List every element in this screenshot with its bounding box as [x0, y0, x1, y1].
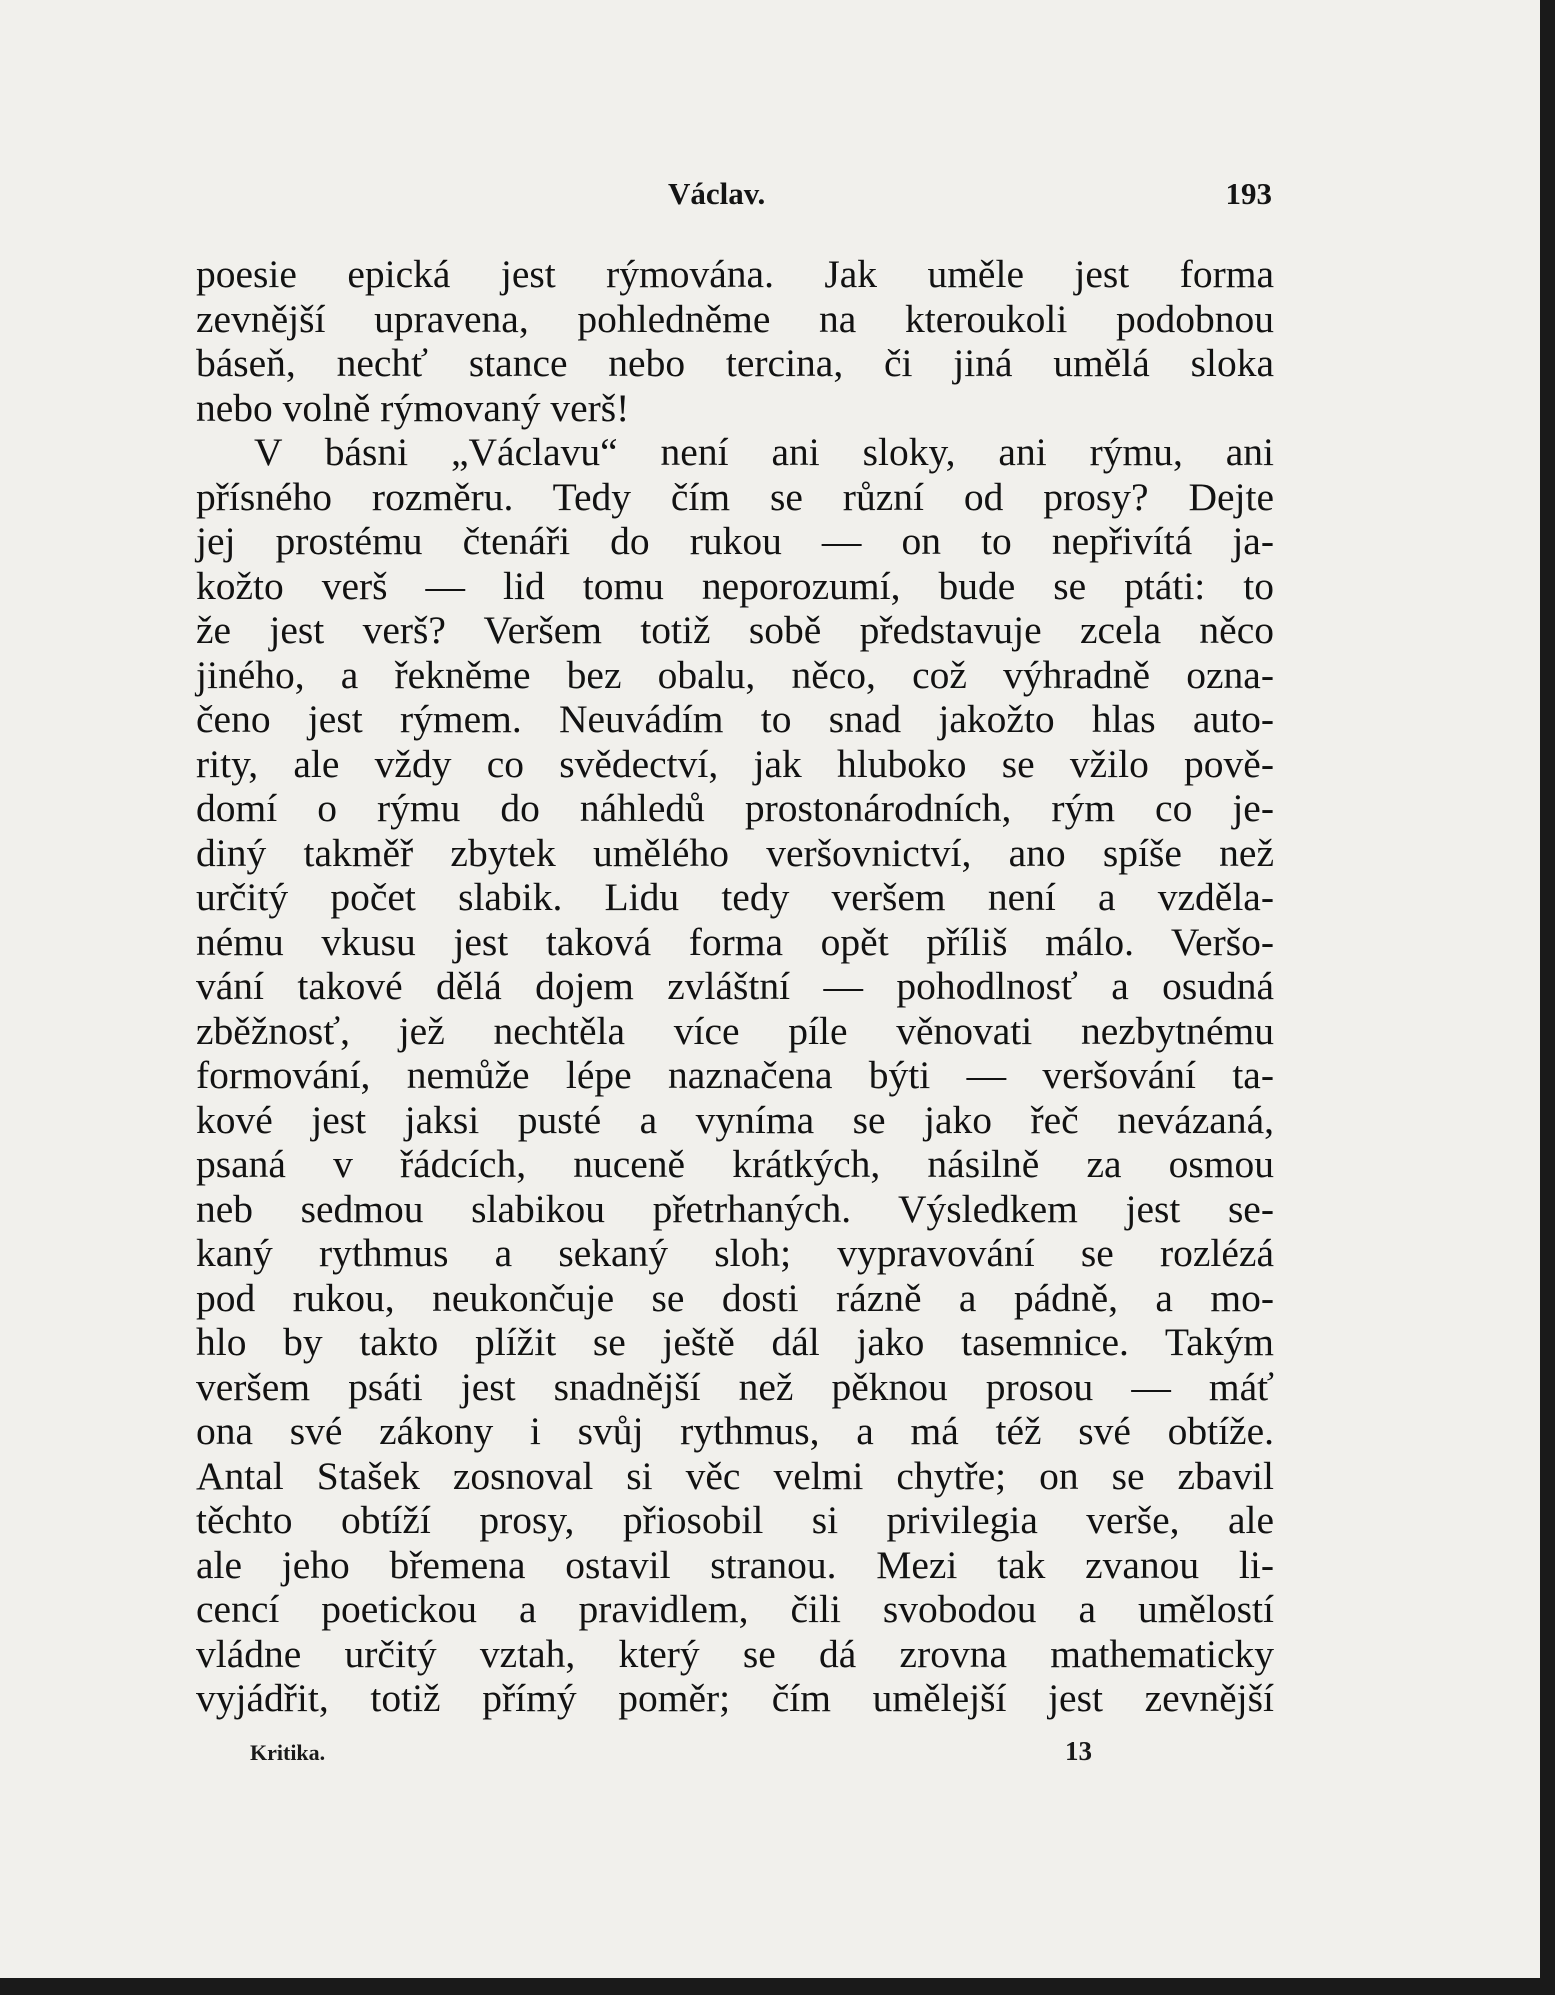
scan-edge-right	[1540, 0, 1555, 1995]
text-line: kaný rythmus a sekaný sloh; vypravování se rozlézá	[196, 1231, 1274, 1275]
text-line: pod rukou, neukončuje se dosti rázně a pádně, a mo-	[196, 1275, 1274, 1320]
text-line: jiného, a řekněme bez obalu, něco, což výhradně ozna-	[196, 652, 1274, 697]
body-text	[196, 252, 1274, 1721]
text-line: V básni „Václavu“ není ani sloky, ani rýmu, ani	[254, 430, 1274, 474]
text-line: domí o rýmu do náhledů prostonárodních, rým co je-	[196, 786, 1274, 830]
text-line: vání takové dělá dojem zvláštní — pohodlnosť a osudná	[196, 964, 1274, 1008]
text-line: psaná v řádcích, nuceně krátkých, násilně za osmou	[196, 1142, 1274, 1186]
text-line: nému vkusu jest taková forma opět příliš málo. Veršo-	[196, 919, 1274, 964]
text-line: ale jeho břemena ostavil stranou. Mezi tak zvanou li-	[196, 1542, 1274, 1587]
text-line: vládne určitý vztah, který se dá zrovna mathematicky	[196, 1631, 1274, 1676]
text-line: jej prostému čtenáři do rukou — on to nepřivítá ja-	[196, 519, 1274, 563]
text-line: rity, ale vždy co svědectví, jak hluboko se vžilo pově-	[196, 741, 1274, 786]
text-line: diný takměř zbytek umělého veršovnictví, ano spíše než	[196, 830, 1274, 875]
text-line: neb sedmou slabikou přetrhaných. Výsledkem jest se-	[196, 1186, 1274, 1231]
text-line: zevnější upravena, pohledněme na kteroukoli podobnou	[196, 296, 1274, 341]
scan-edge-bottom	[0, 1978, 1555, 1995]
text-line: Antal Stašek zosnoval si věc velmi chytře; on se zbavil	[196, 1453, 1274, 1498]
page-number: 193	[1225, 176, 1272, 211]
text-line: hlo by takto plížit se ještě dál jako tasemnice. Takým	[196, 1320, 1274, 1364]
text-line: zběžnosť, jež nechtěla více píle věnovati nezbytnému	[196, 1008, 1274, 1053]
text-line: vyjádřit, totiž přímý poměr; čím umělejší jest zevnější	[196, 1676, 1274, 1720]
sheet-number: 13	[1065, 1736, 1092, 1766]
text-line: přísného rozměru. Tedy čím se různí od prosy? Dejte	[196, 474, 1274, 519]
text-line: že jest verš? Veršem totiž sobě představuje zcela něco	[196, 608, 1274, 652]
text-line: čeno jest rýmem. Neuvádím to snad jakožto hlas auto-	[196, 697, 1274, 741]
running-title: Václav.	[668, 176, 766, 211]
text-line: veršem psáti jest snadnější než pěknou prosou — máť	[196, 1364, 1274, 1409]
signature-mark: Kritika.	[250, 1740, 326, 1765]
text-line: těchto obtíží prosy, přiosobil si privilegia verše, ale	[196, 1498, 1274, 1542]
text-line: nebo volně rýmovaný verš!	[196, 385, 630, 430]
text-line: kové jest jaksi pusté a vyníma se jako řeč nevázaná,	[196, 1097, 1274, 1142]
text-line: ona své zákony i svůj rythmus, a má též své obtíže.	[196, 1409, 1274, 1453]
text-line: určitý počet slabik. Lidu tedy veršem není a vzděla-	[196, 875, 1274, 919]
running-header	[196, 176, 1272, 216]
text-line: formování, nemůže lépe naznačena býti — veršování ta-	[196, 1053, 1274, 1097]
page-footer	[250, 1736, 1110, 1772]
text-line: báseň, nechť stance nebo tercina, či jiná umělá sloka	[196, 341, 1274, 385]
text-line: poesie epická jest rýmována. Jak uměle jest forma	[196, 252, 1274, 296]
text-line: kožto verš — lid tomu neporozumí, bude se ptáti: to	[196, 563, 1274, 608]
text-line: cencí poetickou a pravidlem, čili svobodou a umělostí	[196, 1587, 1274, 1631]
